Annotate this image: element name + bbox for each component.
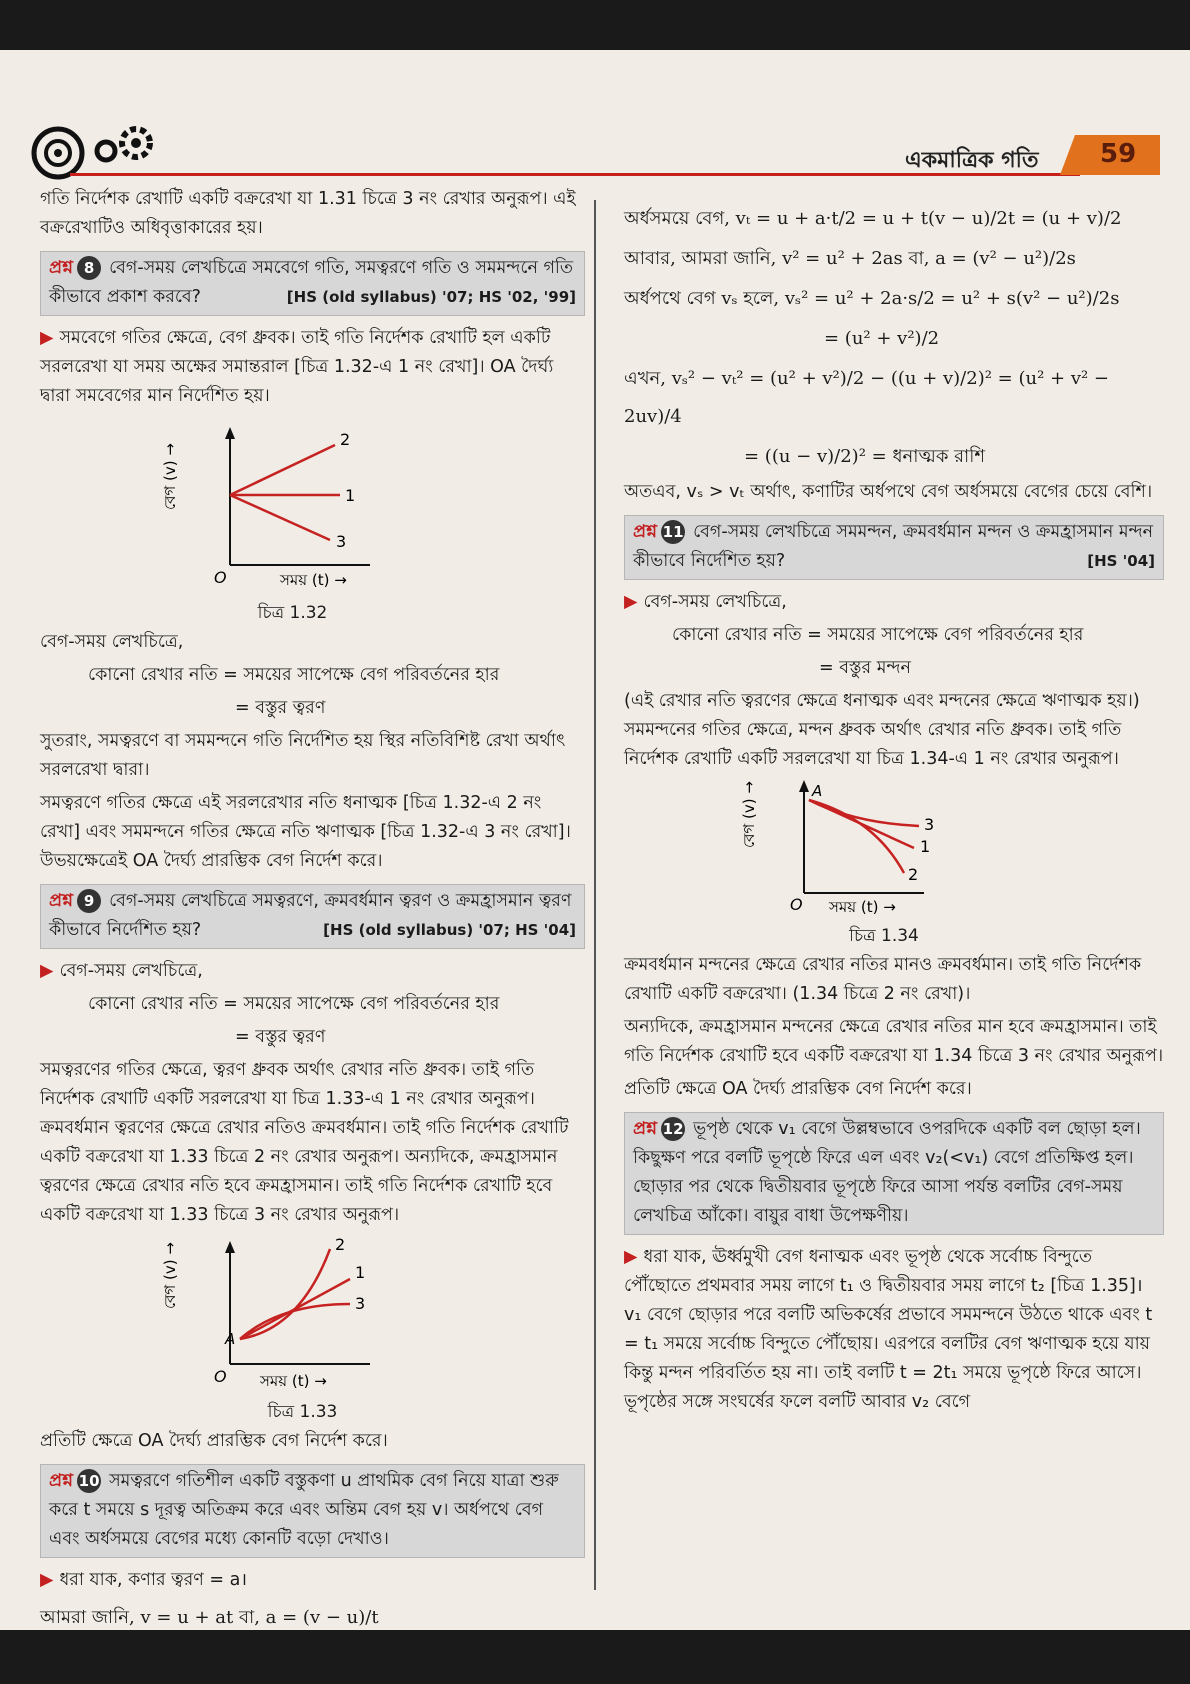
fig134-line-3 (809, 800, 919, 826)
question-number: 10 (77, 1469, 101, 1493)
chapter-title: একমাত্রিক গতি (905, 148, 1039, 173)
equation-difference-result: = ((u − v)/2)² = ধনাত্মক রাশি (744, 446, 986, 467)
book-page (0, 50, 1190, 1630)
fig134-ylabel: বেগ (v) → (740, 781, 758, 848)
fig132-label-1: 1 (345, 486, 356, 505)
intro-paragraph: গতি নির্দেশক রেখাটি একটি বক্ররেখা যা 1.31 চিত্রে 3 নং রেখার অনুরূপ। এই বক্ররেখাটিও অধিবৃত্তাকারের হয়। (40, 189, 576, 238)
vt-text-2: ▶ বেগ-সময় লেখচিত্রে, (40, 961, 203, 981)
fig134-origin: O (790, 895, 803, 914)
equation-half-distance-result: = (u² + v²)/2 (824, 328, 940, 349)
fig134-label-3: 3 (924, 815, 935, 834)
fig134-label-2: 2 (908, 865, 919, 884)
bullet-icon: ▶ (40, 1570, 54, 1590)
question-9 (40, 884, 585, 949)
figure-1-34-caption: চিত্র 1.34 (849, 926, 919, 946)
answer-10-eq1: আমরা জানি, v = u + at বা, a = (v − u)/t (40, 1607, 379, 1628)
fig133-xlabel: সময় (t) → (260, 1372, 327, 1390)
answer-8-p1: ▶ সমবেগে গতির ক্ষেত্রে, বেগ ধ্রুবক। তাই গতি নির্দেশক রেখাটি হল একটি সরলরেখা যা সময় অক্ষের সমান্তরাল [চিত্র 1.32-এ 1 নং রেখা]। OA দৈর্ঘ্য দ্বারা সমবেগের মান নির্দেশিত হয়। (40, 328, 554, 406)
slope-result-3: = বস্তুর মন্দন (819, 658, 911, 678)
fig132-xlabel: সময় (t) → (280, 571, 347, 589)
fig133-label-2: 2 (335, 1235, 346, 1254)
question-text: সমত্বরণে গতিশীল একটি বস্তুকণা u প্রাথমিক বেগ নিয়ে যাত্রা শুরু করে t সময়ে s দূরত্ব অতিক্রম করে এবং অন্তিম বেগ হয় v। অর্ধপথে বেগ এবং অর্ধসময়ে বেগের মধ্যে কোনটি বড়ো দেখাও। (49, 1471, 559, 1549)
question-reference: [HS '04] (1087, 552, 1155, 570)
answer-11-p3: অন্যদিকে, ক্রমহ্রাসমান মন্দনের ক্ষেত্রে রেখার নতির মান হবে ক্রমহ্রাসমান। তাই গতি নির্দেশক রেখাটি হবে একটি বক্ররেখা যা 1.34 চিত্রে 3 নং রেখার অনুরূপ। (624, 1017, 1164, 1066)
bullet-icon: ▶ (40, 961, 54, 981)
answer-11-p4: প্রতিটি ক্ষেত্রে OA দৈর্ঘ্য প্রারম্ভিক বেগ নির্দেশ করে। (624, 1079, 972, 1099)
fig134-point-a: A (812, 782, 823, 800)
question-12 (624, 1112, 1164, 1235)
question-reference: [HS (old syllabus) '07; HS '04] (323, 921, 576, 939)
figure-1-33-caption: চিত্র 1.33 (267, 1402, 338, 1422)
slope-definition-2: কোনো রেখার নতি = সময়ের সাপেক্ষে বেগ পরিবর্তনের হার (88, 994, 500, 1014)
question-text: বেগ-সময় লেখচিত্রে সমত্বরণে, ক্রমবর্ধমান ত্বরণ ও ক্রমহ্রাসমান ত্বরণ কীভাবে নির্দেশিত হয়? (49, 891, 572, 940)
answer-12-p1: ▶ ধরা যাক, ঊর্ধ্বমুখী বেগ ধনাত্মক এবং ভূপৃষ্ঠ থেকে সর্বোচ্চ বিন্দুতে পৌঁছোতে প্রথমবার সময় লাগে t₁ ও দ্বিতীয়বার সময় লাগে t₂ [চিত্র 1.35]। v₁ বেগে ছোড়ার পরে বলটি অভিকর্ষের প্রভাবে সমমন্দনে উঠতে থাকে এবং t = t₁ সময়ে সর্বোচ্চ বিন্দুতে পৌঁছোয়। এরপরে বলটির বেগ ঋণাত্মক হয়ে যায় কিন্তু মন্দন পরিবর্তিত হয় না। তাই বলটি t = 2t₁ সময়ে ভূপৃষ্ঠে ফিরে আসে। ভূপৃষ্ঠের সঙ্গে সংঘর্ষের ফলে বলটি আবার v₂ বেগে (624, 1247, 1153, 1412)
fig132-line-2 (230, 445, 335, 495)
right-column (624, 198, 1164, 1421)
figure-1-32-caption: চিত্র 1.32 (257, 603, 328, 623)
column-divider (594, 200, 596, 1590)
page-header (0, 95, 1190, 185)
fig132-label-3: 3 (336, 532, 347, 551)
question-text: বেগ-সময় লেখচিত্রে সমমন্দন, ক্রমবর্ধমান মন্দন ও ক্রমহ্রাসমান মন্দন কীভাবে নির্দেশিত হয়? (633, 522, 1154, 571)
figure-1-32 (40, 415, 585, 595)
question-label: প্রশ্ন (49, 1471, 74, 1491)
figure-1-33 (40, 1234, 585, 1394)
question-text: বেগ-সময় লেখচিত্রে সমবেগে গতি, সমত্বরণে গতি ও সমমন্দনে গতি কীভাবে প্রকাশ করবে? (49, 258, 574, 307)
equation-half-distance: অর্ধপথে বেগ vₛ হলে, vₛ² = u² + 2a·s/2 = u² + s(v² − u²)/2s (624, 288, 1120, 309)
question-text: ভূপৃষ্ঠ থেকে v₁ বেগে উল্লম্বভাবে ওপরদিকে একটি বল ছোড়া হল। কিছুক্ষণ পরে বলটি ভূপৃষ্ঠে ফিরে এল এবং v₂(<v₁) বেগে প্রতিক্ষিপ্ত হল। ছোড়ার পর থেকে দ্বিতীয়বার ভূপৃষ্ঠে ফিরে আসা পর্যন্ত বলটির বেগ-সময় লেখচিত্র আঁকো। বায়ুর বাধা উপেক্ষণীয়। (633, 1119, 1141, 1226)
figure-1-34 (624, 778, 1164, 918)
fig133-ylabel: বেগ (v) → (161, 1242, 179, 1309)
slope-definition-1: কোনো রেখার নতি = সময়ের সাপেক্ষে বেগ পরিবর্তনের হার (88, 665, 500, 685)
answer-10-p1: ▶ ধরা যাক, কণার ত্বরণ = a। (40, 1570, 247, 1590)
fig132-label-2: 2 (340, 430, 351, 449)
answer-8-p3: সমত্বরণে গতির ক্ষেত্রে এই সরলরেখার নতি ধনাত্মক [চিত্র 1.32-এ 2 নং রেখা] এবং সমমন্দনে গতির ক্ষেত্রে নতি ঋণাত্মক [চিত্র 1.32-এ 3 নং রেখা]। উভয়ক্ষেত্রেই OA দৈর্ঘ্য প্রারম্ভিক বেগ নির্দেশ করে। (40, 793, 571, 871)
question-reference: [HS (old syllabus) '07; HS '02, '99] (286, 288, 576, 306)
fig132-origin: O (214, 568, 227, 587)
left-column (40, 185, 585, 1639)
question-11 (624, 515, 1164, 580)
fig133-origin: O (214, 1367, 227, 1386)
answer-9-p1: সমত্বরণের গতির ক্ষেত্রে, ত্বরণ ধ্রুবক অর্থাৎ রেখার নতি ধ্রুবক। তাই গতি নির্দেশক রেখাটি একটি সরলরেখা যা চিত্র 1.33-এ 1 নং রেখার অনুরূপ। ক্রমবর্ধমান ত্বরণের ক্ষেত্রে রেখার নতিও ক্রমবর্ধমান। তাই গতি নির্দেশক রেখাটি একটি বক্ররেখা যা 1.33 চিত্রে 2 নং রেখার অনুরূপ। অন্যদিকে, ক্রমহ্রাসমান ত্বরণের ক্ষেত্রে রেখার নতি হবে ক্রমহ্রাসমান। তাই গতি নির্দেশক রেখাটি হবে একটি বক্ররেখা যা 1.33 চিত্রে 3 নং রেখার অনুরূপ। (40, 1060, 569, 1225)
vt-text-3: ▶ বেগ-সময় লেখচিত্রে, (624, 592, 787, 612)
equation-difference: এখন, vₛ² − vₜ² = (u² + v²)/2 − ((u + v)/2)² = (u² + v² − 2uv)/4 (624, 368, 1110, 427)
answer-11-p2: ক্রমবর্ধমান মন্দনের ক্ষেত্রে রেখার নতির মানও ক্রমবর্ধমান। তাই গতি নির্দেশক রেখাটি একটি বক্ররেখা। (1.34 চিত্রে 2 নং রেখা)। (624, 955, 1142, 1004)
fig133-line-2 (240, 1249, 330, 1339)
bullet-icon: ▶ (40, 328, 54, 348)
question-label: প্রশ্ন (49, 891, 74, 911)
question-number: 8 (77, 256, 101, 280)
vt-text-1: বেগ-সময় লেখচিত্রে, (40, 632, 184, 652)
question-10 (40, 1464, 585, 1558)
fig133-label-1: 1 (355, 1263, 366, 1282)
slope-result-2: = বস্তুর ত্বরণ (235, 1027, 326, 1047)
bullet-icon: ▶ (624, 1247, 638, 1267)
fig134-xlabel: সময় (t) → (829, 898, 896, 916)
question-number: 11 (661, 520, 685, 544)
answer-11-p1: (এই রেখার নতি ত্বরণের ক্ষেত্রে ধনাত্মক এবং মন্দনের ক্ষেত্রে ঋণাত্মক হয়।) সমমন্দনের গতির ক্ষেত্রে, মন্দন ধ্রুবক অর্থাৎ রেখার নতি ধ্রুবক। তাই গতি নির্দেশক রেখাটি একটি সরলরেখা যা চিত্র 1.34-এ 1 নং রেখার অনুরূপ। (624, 691, 1140, 769)
conclusion-10: অতএব, vₛ > vₜ অর্থাৎ, কণাটির অর্ধপথে বেগ অর্ধসময়ে বেগের চেয়ে বেশি। (624, 482, 1153, 502)
question-label: প্রশ্ন (633, 1119, 658, 1139)
fig132-ylabel: বেগ (v) → (161, 443, 179, 510)
slope-definition-3: কোনো রেখার নতি = সময়ের সাপেক্ষে বেগ পরিবর্তনের হার (672, 625, 1084, 645)
fig133-label-3: 3 (355, 1294, 366, 1313)
question-label: প্রশ্ন (49, 258, 74, 278)
question-number: 12 (661, 1117, 685, 1141)
question-number: 9 (77, 889, 101, 913)
answer-8-p2: সুতরাং, সমত্বরণে বা সমমন্দনে গতি নির্দেশিত হয় স্থির নতিবিশিষ্ট রেখা অর্থাৎ সরলরেখা দ্বারা। (40, 731, 566, 780)
fig133-line-1 (240, 1279, 350, 1339)
slope-result-1: = বস্তুর ত্বরণ (235, 698, 326, 718)
fig132-line-3 (230, 495, 330, 540)
question-label: প্রশ্ন (633, 522, 658, 542)
equation-half-time: অর্ধসময়ে বেগ, vₜ = u + a·t/2 = u + t(v − u)/2t = (u + v)/2 (624, 208, 1122, 229)
page-number: 59 (1100, 139, 1137, 169)
answer-9-p2: প্রতিটি ক্ষেত্রে OA দৈর্ঘ্য প্রারম্ভিক বেগ নির্দেশ করে। (40, 1431, 388, 1451)
fig134-label-1: 1 (920, 837, 931, 856)
equation-acceleration: আবার, আমরা জানি, v² = u² + 2as বা, a = (v² − u²)/2s (624, 248, 1076, 269)
bullet-icon: ▶ (624, 592, 638, 612)
question-8 (40, 251, 585, 316)
fig133-point-a: A (225, 1330, 236, 1348)
